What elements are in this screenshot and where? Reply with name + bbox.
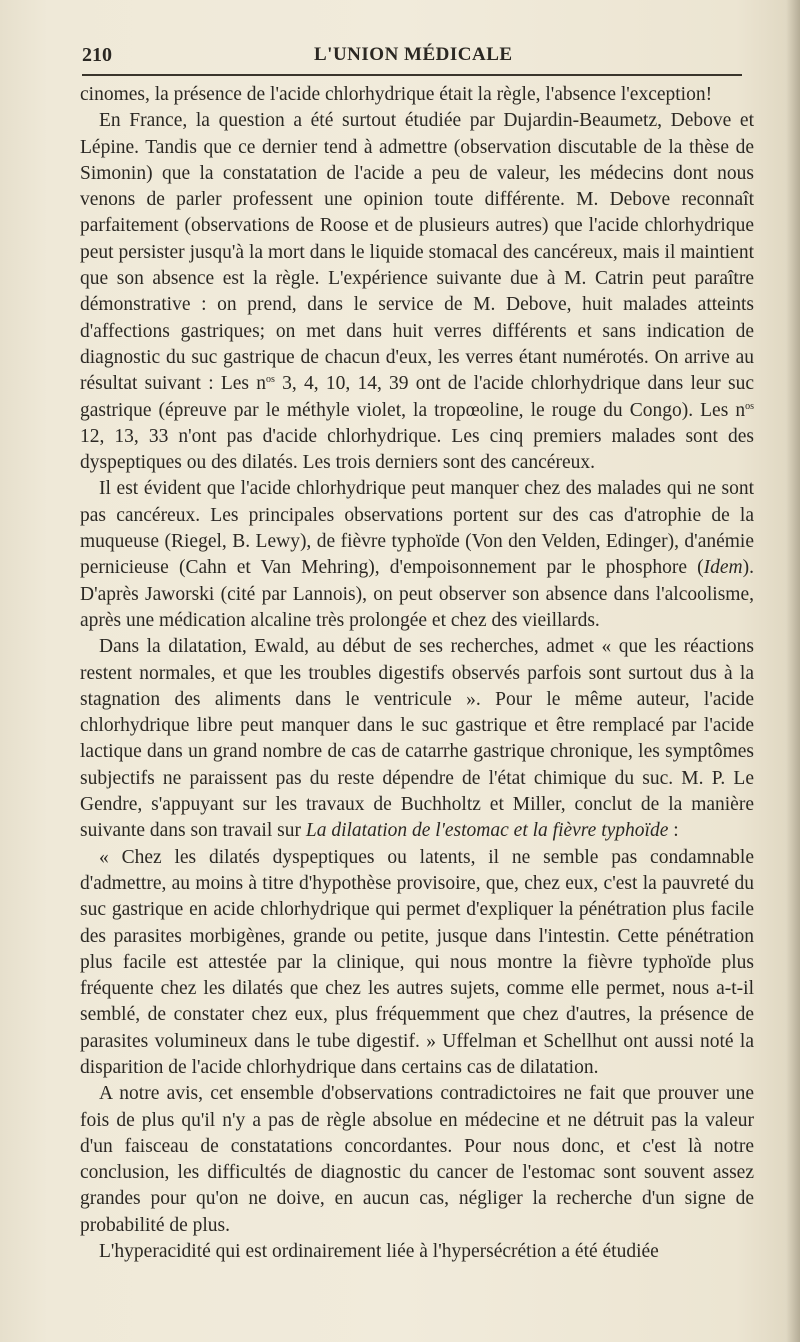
page-header <box>82 44 752 74</box>
paragraph: A notre avis, cet ensemble d'observations contradictoires ne fait que prouver une fois de plus qu'il n'y a pas de règle absolue en médecine et ne détruit pas la valeur d'un faisceau de constatations concordantes. Pour nous donc, et c'est là notre conclusion, les difficultés de diagnostic du cancer de l'estomac sont souvent assez grandes pour qu'on ne doive, en aucun cas, négliger la recherche d'un signe de probabilité de plus. <box>80 1083 754 1236</box>
book-spine-shadow <box>786 0 800 1342</box>
page-number: 210 <box>82 44 112 66</box>
running-title: L'UNION MÉDICALE <box>314 44 513 65</box>
paragraph: En France, la question a été surtout étudiée par Dujardin-Beaumetz, Debove et Lépine. Tandis que ce dernier tend à admettre (observation discutable de la thèse de Simonin) que la constatation de l'acide a peu de valeur, les médecins dont nous venons de parler professent une opinion toute différente. M. Debove reconnaît parfaitement (observations de Roose et de plusieurs autres) que l'acide chlorhydrique peut persister jusqu'à la mort dans le liquide stomacal des cancéreux, mais il maintient que son absence est la règle. L'expérience suivante due à M. Catrin peut paraître démonstrative : on prend, dans le service de M. Debove, huit malades atteints d'affections gastriques; on met dans huit verres différents et sans indication de diagnostic du suc gastrique de chacun d'eux, les verres étant numérotés. On arrive au résultat suivant : Les $n^{os}$ 3, 4, 10, 14, 39 ont de l'acide chlorhydrique dans leur suc gastrique (épreuve par le méthyle violet, la tropœoline, le rouge du Congo). Les $n^{os}$ 12, 13, 33 n'ont pas d'acide chlorhydrique. Les cinq premiers malades sont des dyspeptiques ou des dilatés. Les trois derniers sont des cancéreux. <box>80 110 754 474</box>
paragraph: Dans la dilatation, Ewald, au début de ses recherches, admet « que les réactions restent normales, et que les troubles digestifs observés parfois sont surtout dus à la stagnation des aliments dans le ventricule ». Pour le même auteur, l'acide chlorhydrique libre peut manquer dans le suc gastrique et être remplacé par l'acide lactique dans un grand nombre de cas de catarrhe gastrique chronique, les symptômes subjectifs ne paraissent pas du reste dépendre de l'état chimique du suc. M. P. Le Gendre, s'appuyant sur les travaux de Buchholtz et Miller, conclut de la manière suivante dans son travail sur La dilatation de l'estomac et la fièvre typhoïde : <box>80 636 754 842</box>
quotation-paragraph: « Chez les dilatés dyspeptiques ou latents, il ne semble pas condamnable d'admettre, au moins à titre d'hypothèse provisoire, que, chez eux, c'est la pauvreté du suc gastrique en acide chlorhydrique qui permet d'expliquer la pénétration plus facile des parasites morbigènes, grande ou petite, jusque dans l'intestin. Cette pénétration plus facile est attestée par la clinique, qui nous montre la fièvre typhoïde plus fréquente chez les dilatés que chez les autres sujets, comme elle permet, nous a-t-il semblé, de constater chez eux, plus fréquemment que chez d'autres, la présence de parasites volumineux dans le tube digestif. » Uffelman et Schellhut ont aussi noté la disparition de l'acide chlorhydrique dans certains cas de dilatation. <box>80 846 754 1078</box>
article-body <box>80 82 754 1265</box>
paragraph: L'hyperacidité qui est ordinairement liée à l'hypersécrétion a été étudiée <box>99 1241 659 1263</box>
header-rule <box>82 74 742 76</box>
paragraph: cinomes, la présence de l'acide chlorhydrique était la règle, l'absence l'exception! <box>80 84 713 105</box>
paragraph: Il est évident que l'acide chlorhydrique peut manquer chez des malades qui ne sont pas cancéreux. Les principales observations portent sur des cas d'atrophie de la muqueuse (Riegel, B. Lewy), de fièvre typhoïde (Von den Velden, Edinger), d'anémie pernicieuse (Cahn et Van Mehring), d'empoisonnement par le phosphore (Idem). D'après Jaworski (cité par Lannois), on peut observer son absence dans l'alcoolisme, après une médication alcaline très prolongée et chez des vieillards. <box>80 478 754 631</box>
